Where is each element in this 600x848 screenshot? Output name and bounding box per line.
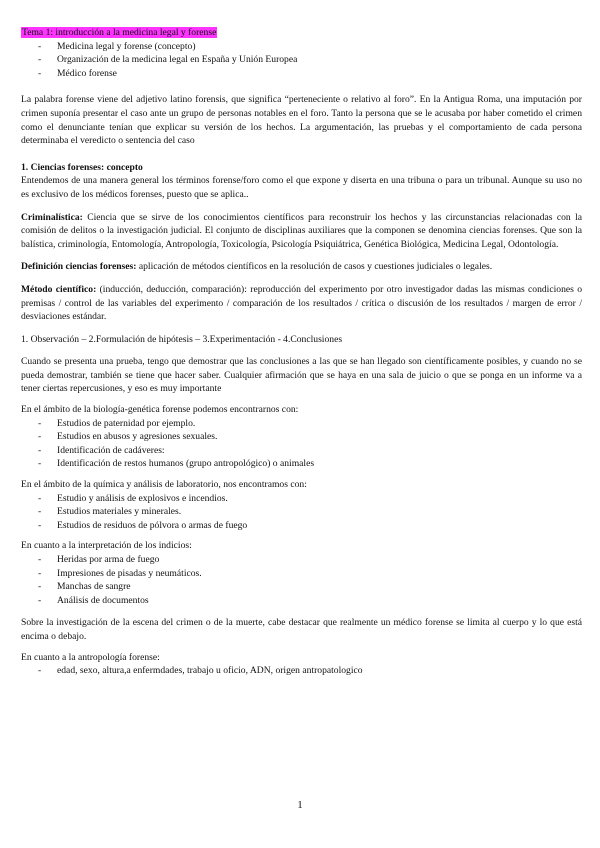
highlighted-title: Tema 1: introducción a la medicina legal y forense	[22, 27, 217, 38]
biologia-intro: En el ámbito de la biología-genética forense podemos encontrarnos con:	[21, 404, 299, 416]
criminalistica-paragraph	[21, 211, 582, 252]
list-item: - Estudios materiales y minerales.	[35, 505, 582, 519]
list-item: - Estudios en abusos y agresiones sexuales.	[35, 430, 582, 444]
page-number: 1	[297, 799, 303, 811]
antropologia-list	[21, 664, 582, 678]
antropologia-intro: En cuanto a la antropología forense:	[21, 651, 160, 663]
list-item: - edad, sexo, altura,a enfermdades, trabajo u oficio, ADN, origen antropatologico	[35, 664, 582, 678]
quimica-intro: En el ámbito de la química y análisis de laboratorio, nos encontramos con:	[21, 479, 307, 491]
list-item: - Heridas por arma de fuego	[35, 553, 582, 567]
topic-item: - Medicina legal y forense (concepto)	[35, 40, 582, 54]
metodo-text: (inducción, deducción, comparación): reproducción del experimento por otro investigador dadas las mismas condiciones o premisas / control de las variables del experimento / comparación de los resultados / crítica o discusión de los resultados / margen de error / desviaciones estándar.	[21, 283, 582, 323]
topic-list	[21, 40, 582, 81]
document-page	[21, 26, 582, 678]
list-item: - Estudios de residuos de pólvora o armas de fuego	[35, 519, 582, 533]
metodo-paragraph	[21, 283, 582, 324]
definicion-term: Definición ciencias forenses:	[21, 261, 137, 273]
metodo-term: Método científico:	[21, 283, 97, 295]
prueba-paragraph: Cuando se presenta una prueba, tengo que demostrar que las conclusiones a las que se han llegado son científicamente posibles, y cuando no se pueda demostrar, también se tiene que hacer saber. Cualquier afirmación que se haya en una sala de juicio o que se ponga en un informe va a tener ciertas repercusiones, y eso es muy importante	[21, 356, 582, 395]
topic-title	[21, 26, 582, 40]
quimica-list	[21, 492, 582, 533]
list-item: - Impresiones de pisadas y neumáticos.	[35, 567, 582, 581]
definicion-paragraph	[21, 260, 582, 274]
list-item: - Identificación de restos humanos (grupo antropológico) o animales	[35, 457, 582, 471]
concept-paragraph: Entendemos de una manera general los términos forense/foro como el que expone y diserta en una tribuna o para un tribunal. Aunque su uso no es exclusivo de los médicos forenses, puesto que se aplica..	[21, 175, 582, 200]
list-item: - Identificación de cadáveres:	[35, 444, 582, 458]
indicios-list	[21, 553, 582, 607]
list-item: - Estudios de paternidad por ejemplo.	[35, 417, 582, 431]
definicion-text: aplicación de métodos científicos en la resolución de casos y cuestiones judiciales o legales.	[136, 261, 493, 273]
topic-item: - Médico forense	[35, 67, 582, 81]
section-heading: 1. Ciencias forenses: concepto	[21, 161, 143, 173]
list-item: - Análisis de documentos	[35, 594, 582, 608]
biologia-list	[21, 417, 582, 471]
escena-paragraph: Sobre la investigación de la escena del crimen o de la muerte, cabe destacar que realmente un médico forense se limita al cuerpo y lo que está encima o debajo.	[21, 617, 582, 642]
list-item: - Estudio y análisis de explosivos e incendios.	[35, 492, 582, 506]
method-steps: 1. Observación – 2.Formulación de hipótesis – 3.Experimentación - 4.Conclusiones	[21, 333, 343, 345]
indicios-intro: En cuanto a la interpretación de los indicios:	[21, 540, 192, 552]
intro-paragraph: La palabra forense viene del adjetivo latino forensis, que significa “perteneciente o relativo al foro”. En la Antigua Roma, una imputación por crimen suponía presentar el caso ante un grupo de personas notables en el foro. Tanto la persona que se le acusaba por haber cometido el crimen como el denunciante tenían que explicar su versión de los hechos. La argumentación, las pruebas y el comportamiento de cada persona determinaba el veredicto o sentencia del caso	[21, 94, 582, 147]
criminalistica-term: Criminalística:	[21, 211, 83, 223]
topic-item: - Organización de la medicina legal en España y Unión Europea	[35, 53, 582, 67]
list-item: - Manchas de sangre	[35, 580, 582, 594]
criminalistica-text: Ciencia que se sirve de los conocimientos científicos para reconstruir los hechos y las circunstancias relacionadas con la comisión de delitos o la investigación judicial. El conjunto de disciplinas auxiliares que la componen se denomina ciencias forenses. Que son la balística, criminología, Entomología, Antropología, Toxicología, Psicología Psiquiátrica, Genética Biológica, Medicina Legal, Odontología.	[21, 211, 582, 250]
